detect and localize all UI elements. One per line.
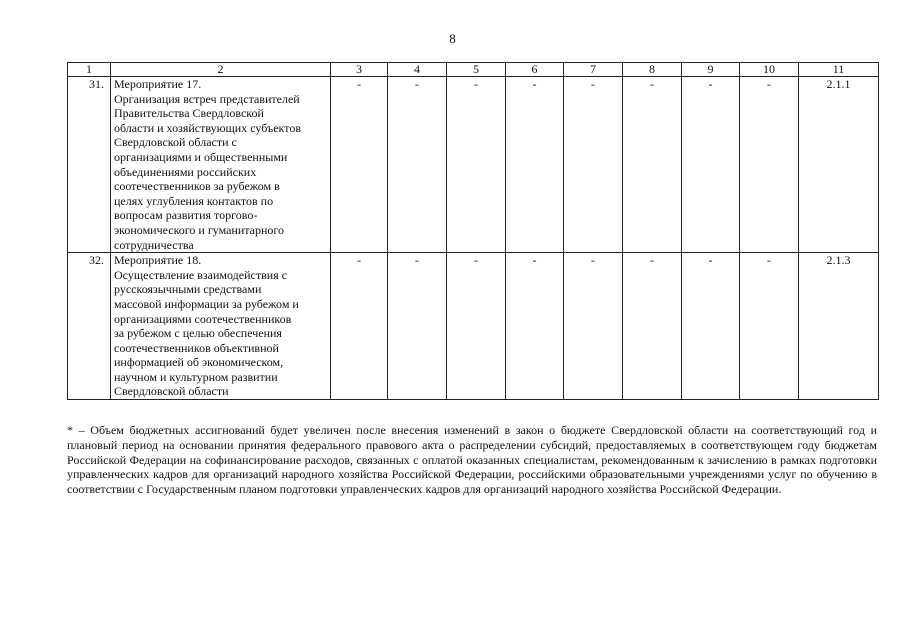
activity-line: информацией об экономическом,: [114, 355, 284, 370]
activity-line: целях углубления контактов по: [114, 193, 274, 208]
table-header-row: [68, 63, 879, 77]
activity-line: Организация встреч представителей: [114, 91, 300, 106]
activity-description: [111, 253, 331, 400]
value-cell: -: [623, 253, 682, 400]
activity-line: Свердловской области: [114, 384, 229, 399]
value-cell: -: [623, 77, 682, 253]
value-cell: -: [740, 253, 799, 400]
activity-line: вопросам развития торгово-: [114, 208, 258, 223]
activity-line: экономического и гуманитарного: [114, 222, 285, 237]
value-cell: -: [388, 77, 447, 253]
column-header: 5: [447, 63, 506, 77]
activity-line: сотрудничества: [114, 237, 194, 252]
value-cell: -: [388, 253, 447, 400]
row-number: 31.: [68, 77, 111, 253]
activity-line: области и хозяйствующих субъектов: [114, 120, 301, 135]
activity-description: [111, 77, 331, 253]
activity-line: Правительства Свердловской: [114, 106, 264, 121]
column-header: 9: [682, 63, 740, 77]
value-cell: -: [506, 253, 564, 400]
activity-line: соотечественников объективной: [114, 340, 279, 355]
value-cell: -: [564, 253, 623, 400]
table-row: [68, 77, 879, 253]
activity-line: организациями и общественными: [114, 149, 288, 164]
activity-line: массовой информации за рубежом и: [114, 296, 299, 311]
value-cell: -: [564, 77, 623, 253]
activity-line: Свердловской области с: [114, 135, 237, 150]
activities-table: [67, 62, 879, 400]
activity-line: русскоязычными средствами: [114, 282, 262, 297]
column-header: 11: [799, 63, 879, 77]
footnote: * – Объем бюджетных ассигнований будет увеличен после внесения изменений в закон о бюджете Свердловской области на соответствующий год и плановый период на основании принятия федерального правового акта о распределении субсидий, предоставляемых в соответствующем году бюджетам Российской Федерации на софинансирование расходов, связанных с оплатой оказанных специалистам, рекомендованным к зачислению в рамках подготовки управленческих кадров для организаций народного хозяйства Российской Федерации, российскими образовательными учреждениями услуг по обучению в соответствии с Государственным планом подготовки управленческих кадров для организаций народного хозяйства Российской Федерации.: [67, 423, 877, 497]
value-cell: -: [447, 77, 506, 253]
value-cell: -: [682, 253, 740, 400]
value-cell: -: [331, 253, 388, 400]
activity-title: Мероприятие 18.: [114, 253, 202, 268]
column-header: 3: [331, 63, 388, 77]
target-code: 2.1.1: [799, 77, 879, 253]
activity-line: соотечественников за рубежом в: [114, 179, 280, 194]
value-cell: -: [740, 77, 799, 253]
activity-line: научном и культурном развитии: [114, 369, 278, 384]
target-code: 2.1.3: [799, 253, 879, 400]
activity-line: за рубежом с целью обеспечения: [114, 326, 282, 341]
column-header: 1: [68, 63, 111, 77]
value-cell: -: [447, 253, 506, 400]
page-number: 8: [449, 31, 456, 46]
activity-title: Мероприятие 17.: [114, 77, 202, 91]
table-row: [68, 253, 879, 400]
row-number: 32.: [68, 253, 111, 400]
value-cell: -: [506, 77, 564, 253]
value-cell: -: [682, 77, 740, 253]
column-header: 7: [564, 63, 623, 77]
activity-line: объединениями российских: [114, 164, 257, 179]
activity-line: Осуществление взаимодействия с: [114, 267, 288, 282]
column-header: 2: [111, 63, 331, 77]
column-header: 10: [740, 63, 799, 77]
column-header: 6: [506, 63, 564, 77]
value-cell: -: [331, 77, 388, 253]
column-header: 4: [388, 63, 447, 77]
activity-line: организациями соотечественников: [114, 311, 292, 326]
column-header: 8: [623, 63, 682, 77]
